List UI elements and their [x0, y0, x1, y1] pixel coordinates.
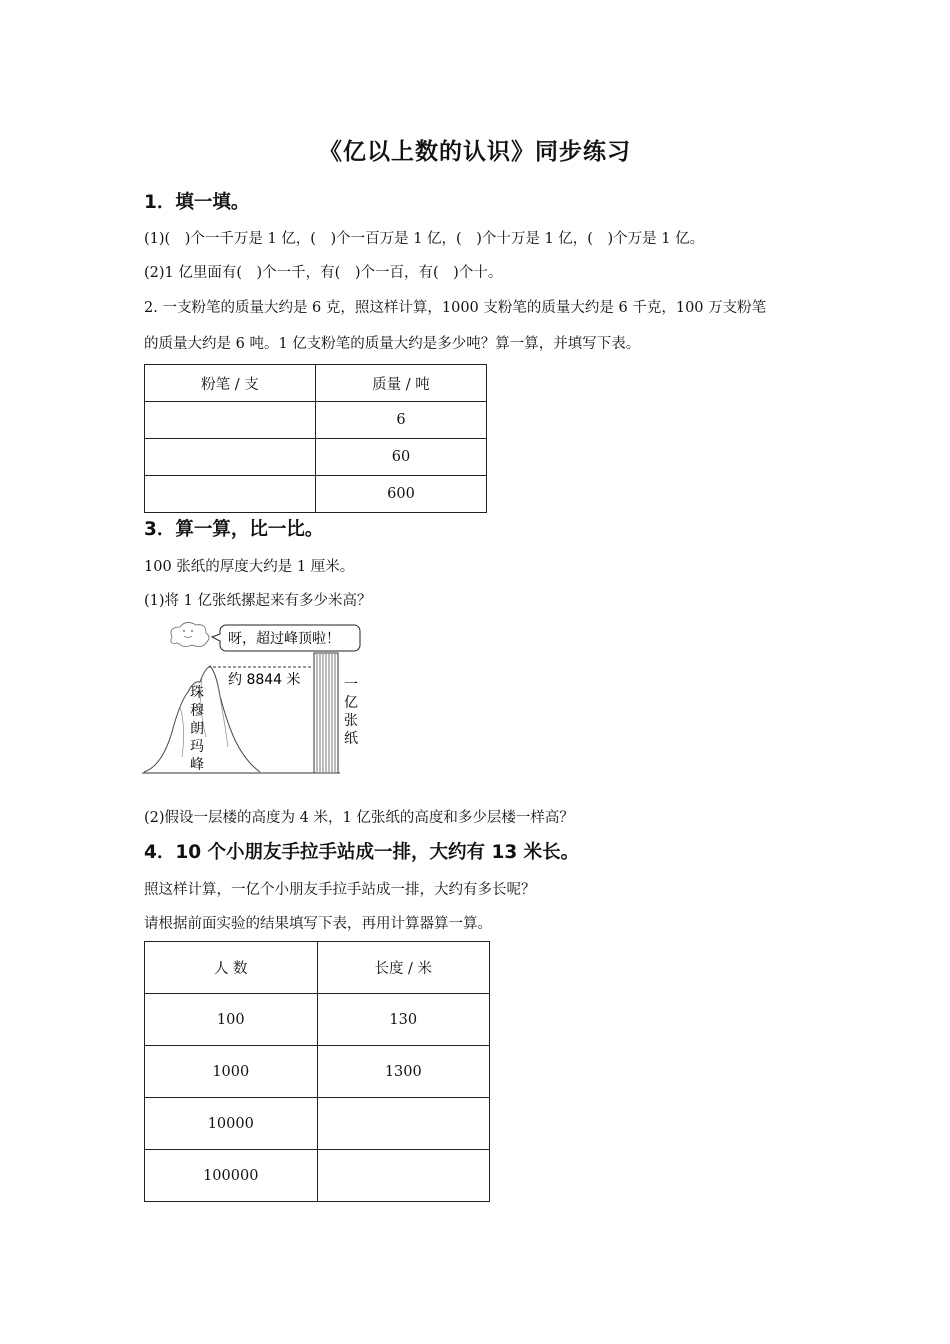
table-cell: 6	[315, 402, 486, 439]
table-header-cell: 粉笔 / 支	[145, 365, 316, 402]
mountain-label-char: 朗	[190, 721, 204, 737]
q2-line-1: 2. 一支粉笔的质量大约是 6 克，照这样计算，1000 支粉笔的质量大约是 6 千克，100 万支粉笔	[144, 300, 767, 316]
q3-intro: 100 张纸的厚度大约是 1 厘米。	[144, 559, 355, 575]
table-cell: 100000	[145, 1150, 318, 1202]
table-row	[145, 1150, 490, 1202]
bubble-text: 呀，超过峰顶啦！	[228, 631, 340, 647]
table-cell: 10000	[145, 1098, 318, 1150]
q4-heading: 4．10 个小朋友手拉手站成一排，大约有 13 米长。	[144, 842, 580, 863]
q1-line-1: (1)( )个一千万是 1 亿，( )个一百万是 1 亿，( )个十万是 1 亿，( )个万是 1 亿。	[144, 231, 705, 247]
q1-heading: 1．填一填。	[144, 192, 250, 213]
stack-label-char: 张	[344, 713, 358, 729]
table-cell: 600	[315, 476, 486, 513]
stack-label-char: 一	[344, 677, 358, 693]
table-header-cell: 质量 / 吨	[315, 365, 486, 402]
q3-sub-1: (1)将 1 亿张纸摞起来有多少米高？	[144, 593, 372, 609]
table-row	[145, 1046, 490, 1098]
q2-line-2: 的质量大约是 6 吨。1 亿支粉笔的质量大约是多少吨？算一算，并填写下表。	[144, 336, 641, 352]
table-row	[145, 476, 487, 513]
chalk-table	[144, 364, 487, 513]
q4-line-2: 请根据前面实验的结果填写下表，再用计算器算一算。	[144, 916, 492, 932]
q4-line-1: 照这样计算，一亿个小朋友手拉手站成一排，大约有多长呢？	[144, 882, 536, 898]
table-cell: 60	[315, 439, 486, 476]
table-cell: 100	[145, 994, 318, 1046]
table-header-row	[145, 365, 487, 402]
table-cell: 130	[317, 994, 489, 1046]
page-title: 《亿以上数的认识》同步练习	[319, 139, 631, 165]
height-label: 约 8844 米	[228, 672, 301, 688]
table-cell: 1300	[317, 1046, 489, 1098]
figure-drawing	[140, 617, 370, 782]
cloud-icon	[171, 622, 209, 646]
table-header-cell: 长度 / 米	[317, 942, 489, 994]
table-row	[145, 994, 490, 1046]
table-cell: 1000	[145, 1046, 318, 1098]
children-table	[144, 941, 490, 1202]
q1-line-2: (2)1 亿里面有( )个一千，有( )个一百，有( )个十。	[144, 265, 503, 281]
table-row	[145, 439, 487, 476]
table-cell	[145, 439, 316, 476]
table-row	[145, 402, 487, 439]
table-header-cell: 人 数	[145, 942, 318, 994]
table-cell	[317, 1098, 489, 1150]
stack-label-char: 纸	[344, 731, 358, 747]
stack-label-char: 亿	[344, 695, 358, 711]
table-header-row	[145, 942, 490, 994]
table-cell	[317, 1150, 489, 1202]
q3-sub-2: (2)假设一层楼的高度为 4 米，1 亿张纸的高度和多少层楼一样高？	[144, 810, 574, 826]
mountain-label-char: 峰	[190, 757, 204, 773]
table-cell	[145, 402, 316, 439]
paper-stack-icon	[314, 653, 338, 773]
table-row	[145, 1098, 490, 1150]
mountain-label-char: 穆	[190, 703, 204, 719]
everest-paper-figure	[140, 617, 370, 782]
mountain-label-char: 珠	[190, 685, 204, 701]
mountain-label-char: 玛	[190, 739, 204, 755]
table-cell	[145, 476, 316, 513]
speech-bubble	[212, 625, 360, 651]
q3-heading: 3．算一算，比一比。	[144, 519, 324, 540]
